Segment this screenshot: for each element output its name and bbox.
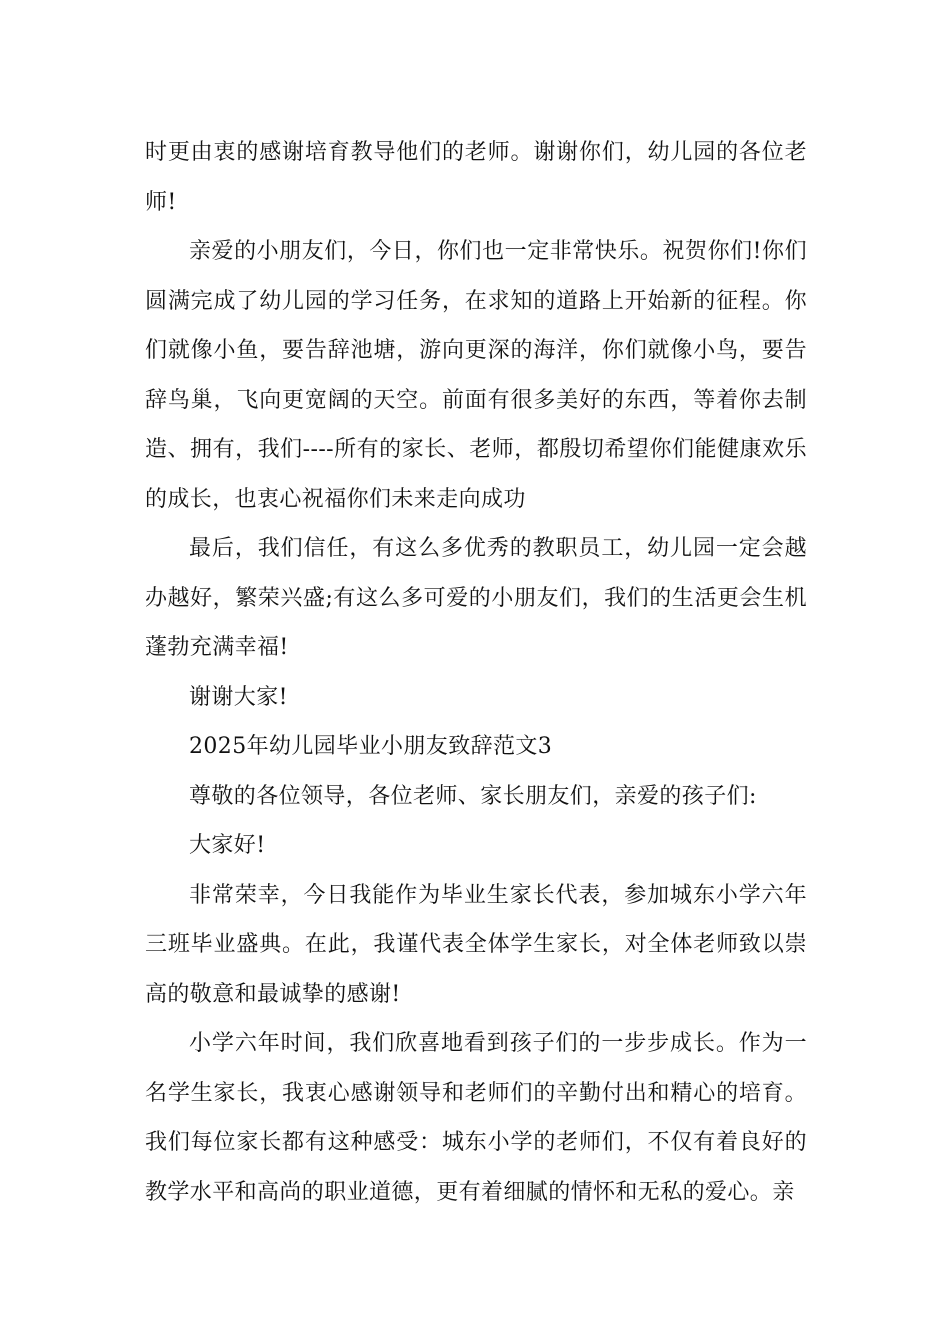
paragraph-six-years: 小学六年时间，我们欣喜地看到孩子们的一步步成长。作为一名学生家长，我衷心感谢领导和老师们的辛勤付出和精心的培育。我们每位家长都有这种感受：城东小学的老师们，不仅有着良好的教学水平和高尚的职业道德，更有着细腻的情怀和无私的爱心。亲 — [145, 1031, 807, 1205]
paragraph-children-greeting: 亲爱的小朋友们，今日，你们也一定非常快乐。祝贺你们!你们圆满完成了幼儿园的学习任务，在求知的道路上开始新的征程。你们就像小鱼，要告辞池塘，游向更深的海洋，你们就像小鸟，要告辞鸟巢，飞向更宽阔的天空。前面有很多美好的东西，等着你去制造、拥有，我们----所有的家长、老师，都殷切希望你们能健康欢乐的成长，也衷心祝福你们未来走向成功 — [145, 239, 807, 512]
paragraph-thanks: 谢谢大家! — [189, 684, 288, 710]
paragraph-honor: 非常荣幸，今日我能作为毕业生家长代表，参加城东小学六年三班毕业盛典。在此，我谨代表全体学生家长，对全体老师致以崇高的敬意和最诚挚的感谢! — [145, 882, 807, 1007]
paragraph-closing-wishes: 最后，我们信任，有这么多优秀的教职员工，幼儿园一定会越办越好，繁荣兴盛;有这么多可爱的小朋友们，我们的生活更会生机蓬勃充满幸福! — [145, 536, 807, 660]
paragraph-hello: 大家好! — [189, 833, 266, 858]
paragraph-salutation: 尊敬的各位领导，各位老师、家长朋友们，亲爱的孩子们: — [189, 783, 757, 809]
paragraph-continuation: 时更由衷的感谢培育教导他们的老师。谢谢你们，幼儿园的各位老师! — [145, 140, 807, 215]
section-heading: 2025年幼儿园毕业小朋友致辞范文3 — [189, 734, 553, 759]
document-body — [145, 128, 807, 1217]
